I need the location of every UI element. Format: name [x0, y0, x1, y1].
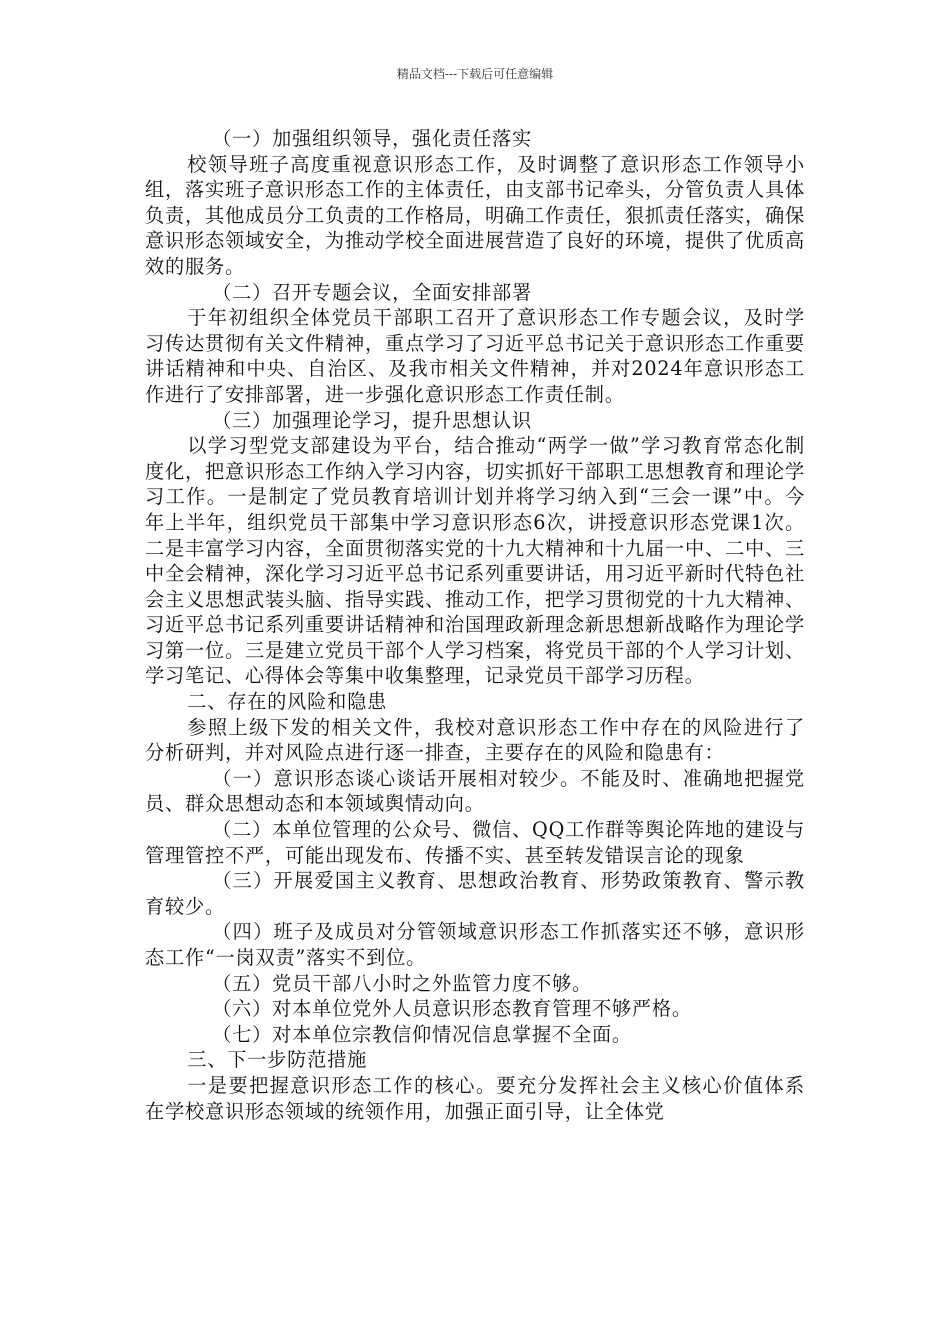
section-heading: 二、存在的风险和隐患 — [187, 690, 388, 714]
body-paragraph: 以学习型党支部建设为平台，结合推动“两学一做”学习教育常态化制度化，把意识形态工作纳入学习内容，切实抓好干部职工思想教育和理论学习工作。一是制定了党员教育培训计划并将学习纳入到“三会一课”中。今年上半年，组织党员干部集中学习意识形态6次，讲授意识形态党课1次。二是丰富学习内容，全面贯彻落实党的十九大精神和十九届一中、二中、三中全会精神，深化学习习近平总书记系列重要讲话，用习近平新时代特色社会主义思想武装头脑、指导实践、推动工作，把学习贯彻党的十九大精神、习近平总书记系列重要讲话精神和治国理政新理念新思想新战略作为理论学习第一位。三是建立党员干部个人学习档案，将党员干部的个人学习计划、学习笔记、心得体会等集中收集整理，记录党员干部学习历程。 — [145, 434, 805, 688]
subsection-item: （六）对本单位党外人员意识形态教育管理不够严格。 — [212, 997, 692, 1021]
subsection-item: （三）加强理论学习，提升思想认识 — [212, 408, 532, 432]
subsection-item: （五）党员干部八小时之外监管力度不够。 — [212, 971, 592, 995]
document-body — [145, 126, 805, 1124]
subsection-item: （一）加强组织领导，强化责任落实 — [212, 127, 532, 150]
subsection-item: （二）召开专题会议，全面安排部署 — [212, 280, 532, 304]
body-paragraph: 一是要把握意识形态工作的核心。要充分发挥社会主义核心价值体系在学校意识形态领域的统领作用，加强正面引导，让全体党 — [145, 1073, 805, 1123]
subsection-item: （四）班子及成员对分管领域意识形态工作抓落实还不够，意识形态工作“一岗双责”落实不到位。 — [145, 920, 805, 969]
body-paragraph: 于年初组织全体党员干部职工召开了意识形态工作专题会议，及时学习传达贯彻有关文件精神，重点学习了习近平总书记关于意识形态工作重要讲话精神和中央、自治区、及我市相关文件精神，并对2024年意识形态工作进行了安排部署，进一步强化意识形态工作责任制。 — [145, 306, 805, 406]
body-paragraph: 校领导班子高度重视意识形态工作，及时调整了意识形态工作领导小组，落实班子意识形态工作的主体责任，由支部书记牵头，分管负责人具体负责，其他成员分工负责的工作格局，明确工作责任，狠抓责任落实，确保意识形态领域安全，为推动学校全面进展营造了良好的环境，提供了优质高效的服务。 — [145, 152, 805, 278]
page-header: 精品文档---下载后可任意编辑 — [396, 67, 554, 81]
subsection-item: （七）对本单位宗教信仰情况信息掌握不全面。 — [212, 1022, 632, 1046]
body-paragraph: 参照上级下发的相关文件，我校对意识形态工作中存在的风险进行了分析研判，并对风险点进行逐一排查，主要存在的风险和隐患有： — [145, 715, 805, 765]
subsection-item: （三）开展爱国主义教育、思想政治教育、形势政策教育、警示教育较少。 — [145, 869, 805, 918]
section-heading: 三、下一步防范措施 — [187, 1048, 368, 1072]
subsection-item: （二）本单位管理的公众号、微信、QQ工作群等舆论阵地的建设与管理管控不严，可能出现发布、传播不实、甚至转发错误言论的现象 — [145, 818, 805, 867]
subsection-item: （一）意识形态谈心谈话开展相对较少。不能及时、准确地把握党员、群众思想动态和本领域舆情动向。 — [145, 766, 805, 816]
